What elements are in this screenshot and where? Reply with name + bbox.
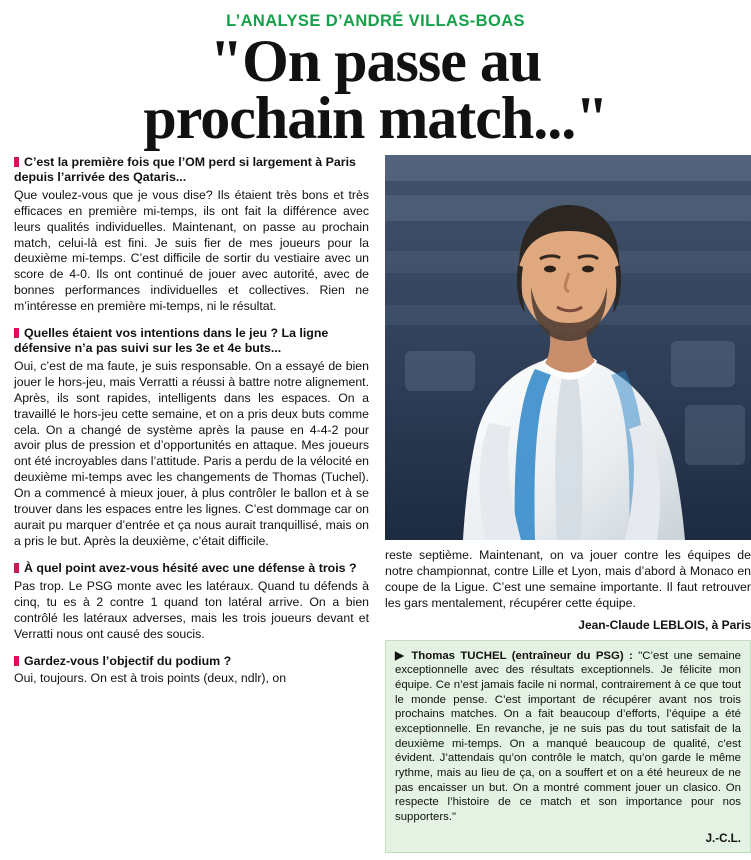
answer-continuation: reste septième. Maintenant, on va jouer contre les équipes de notre championnat, contre Lille et Lyon, mais d’abord à Monaco en coupe de la Ligue. C’est une semaine importante. Il faut retrouver les gars mentalement, récupérer cette équipe.: [385, 548, 751, 610]
headline-line-2: prochain match...": [143, 85, 608, 151]
question-text-3: À quel point avez-vous hésité avec une défense à trois ?: [14, 561, 369, 576]
column-right: [385, 155, 751, 853]
headline-line-1: "On passe au: [209, 28, 542, 94]
question-text-1: C’est la première fois que l’OM perd si largement à Paris depuis l’arrivée des Qataris...: [14, 155, 356, 184]
answer-text-1: Que voulez-vous que je vous dise? Ils étaient très bons et très efficaces en première mi-temps, ils ont fait la différence avec leurs qualités individuelles. Maintenant, on passe au prochain match, celui-là est fini. Je suis fier de mes joueurs pour la deuxième mi-temps. C’est difficile de sortir du vestiaire avec un score de 4-0. Ils ont continué de jouer avec autorité, avec de bonnes performances individuelles et collectives. Rien ne m’intéresse en première mi-temps, ni le résultat.: [14, 187, 369, 314]
bullet-marker-icon: [14, 328, 19, 338]
photo-illustration: [385, 155, 751, 540]
sidebox-tuchel: [385, 640, 751, 853]
answer-text-2: Oui, c’est de ma faute, je suis responsable. On a essayé de bien jouer le hors-jeu, mais Verratti a réussi à battre notre alignement. Après, ils sont rapides, intelligents dans les espaces. On a travaillé le hors-jeu cette semaine, et on a pris deux buts comme cela. On a changé de système après la pause en 4-4-2 pour avoir plus de pression et d’opportunités en attaque. Mes joueurs ont été incroyables dans l’attitude. Paris a perdu de la vélocité en deuxième mi-temps avec les changements de Thomas (Tuchel). On a commencé à mieux jouer, à plus contrôler le ballon et à se trouver dans les espaces entre les lignes. C’est dommage car on aurait pu marquer d’entrée et ça nous aurait tranquillisé, mais on a pris le but. Après la deuxième, c’était difficile.: [14, 358, 369, 549]
question-text-4: Gardez-vous l’objectif du podium ?: [14, 654, 369, 669]
article-photo: [385, 155, 751, 540]
qa-item: [14, 155, 369, 315]
sidebox-text: [395, 649, 741, 825]
bullet-marker-icon: [14, 656, 19, 666]
sidebox-lead: ▶ Thomas TUCHEL (entraîneur du PSG) :: [395, 649, 633, 662]
answer-text-3: Pas trop. Le PSG monte avec les latéraux. Quand tu défends à cinq, tu es à 2 contre 1 quand ton latéral arrive. On a bien contrôlé les latéraux adverses, mais les trois joueurs devant et Verratti nous ont causé des soucis.: [14, 578, 369, 641]
qa-item: [14, 654, 369, 688]
qa-item: [14, 561, 369, 643]
bullet-marker-icon: [14, 157, 19, 167]
article-kicker: L’ANALYSE D’ANDRÉ VILLAS-BOAS: [226, 12, 525, 30]
answer-text-4: Oui, toujours. On est à trois points (deux, ndlr), on: [14, 671, 287, 686]
article-byline: Jean-Claude LEBLOIS, à Paris: [578, 617, 751, 632]
qa-item: [14, 326, 369, 550]
question-text-2: Quelles étaient vos intentions dans le jeu ? La ligne défensive n’a pas suivi sur les 3e et 4e buts...: [14, 326, 329, 355]
article-headline: [14, 28, 737, 151]
column-left: [14, 155, 369, 698]
sidebox-quote: "C’est une semaine exceptionnelle avec des résultats exceptionnels. Je félicite mon équipe. Ce n’est jamais facile ni normal, contrairement à ce que tout le monde pense. C’est important de récupérer avant nos trois prochains matches. On a fait beaucoup d’efforts, l’équipe a été exceptionnelle. En revanche, je ne suis pas du tout satisfait de la deuxième mi-temps. On a manqué beaucoup de qualité, c’est évident. J’attendais qu’on contrôle le match, qu’on garde le même rythme, mais au lieu de ça, on a souffert et on a été heureux de ne pas encaisser un but. On a montré comment jouer un clasico. On respecte l’histoire de ce match et son importance pour nos supporters.": [395, 649, 741, 823]
bullet-marker-icon: [14, 563, 19, 573]
sidebox-signature: J.-C.L.: [705, 831, 741, 845]
